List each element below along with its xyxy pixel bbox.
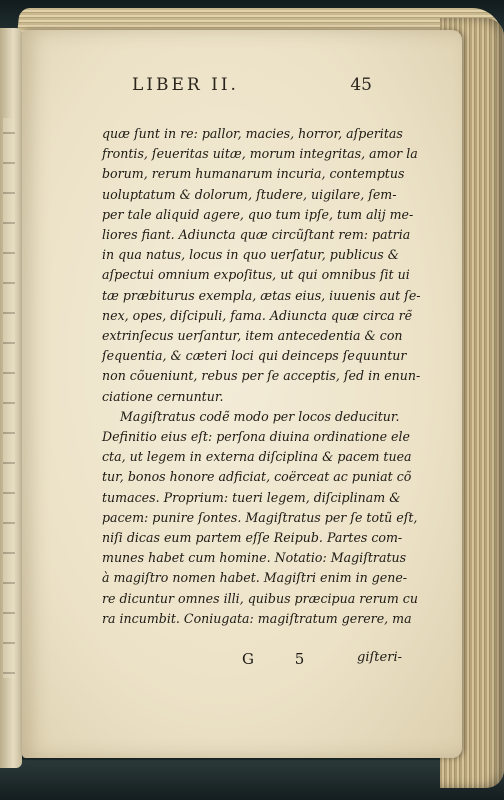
signature-mark: G 5 xyxy=(242,650,323,668)
page-number: 45 xyxy=(350,75,372,95)
text-line: cta, ut legem in externa diſciplina & pacem tuea xyxy=(102,449,412,465)
catchword: giſteri- xyxy=(357,650,402,665)
text-line: quæ ſunt in re: pallor, macies, horror, aſperitas xyxy=(102,126,403,141)
text-line: munes habet cum homine. Notatio: Magiſtratus xyxy=(102,550,407,566)
page-footer xyxy=(242,650,402,672)
text-line: frontis, ſeueritas uitæ, morum integritas, amor la xyxy=(102,146,418,162)
text-line: Magiſtratus codẽ modo per locos deducitur. xyxy=(120,408,400,424)
text-line: ra incumbit. Coniugata: magiſtratum gerere, ma xyxy=(102,610,412,626)
text-line: tur, bonos honore adficiat, coërceat ac puniat cõ xyxy=(102,469,412,485)
text-line: uoluptatum & dolorum, ſtudere, uigilare, ſem- xyxy=(102,186,397,202)
text-line: per tale aliquid agere, quo tum ipſe, tum alij me- xyxy=(102,206,414,222)
text-line: à magiſtro nomen habet. Magiſtri enim in gene- xyxy=(102,570,408,586)
text-line: ſequentia, & cæteri loci qui deinceps ſequuntur xyxy=(102,348,407,364)
text-line: tæ præbiturus exempla, ætas eius, iuuenis aut ſe- xyxy=(102,287,421,303)
facing-page-edge xyxy=(0,28,22,768)
text-line: liores fiant. Adiuncta quæ circũſtant rem: patria xyxy=(102,227,411,243)
page-header xyxy=(132,75,372,101)
text-line: niſi dicas eum partem eſſe Reipub. Partes com- xyxy=(102,530,403,546)
text-line: Definitio eius eſt: perſona diuina ordinatione ele xyxy=(102,429,410,445)
running-head: LIBER II. xyxy=(132,75,239,95)
text-line: re dicuntur omnes illi, quibus præcipua rerum cu xyxy=(102,590,418,606)
text-line: nex, opes, diſcipuli, fama. Adiuncta quæ circa rẽ xyxy=(102,307,413,323)
text-line: extrinſecus uerſantur, item antecedentia & con xyxy=(102,328,403,344)
text-line: non cõueniunt, rebus per ſe acceptis, ſed in enun- xyxy=(102,368,421,384)
text-line: ciatione cernuntur. xyxy=(102,388,224,404)
text-line: pacem: punire ſontes. Magiſtratus per ſe totũ eſt, xyxy=(102,509,418,525)
text-block xyxy=(102,124,452,629)
text-line: aſpectui omnium expoſitus, ut qui omnibus ſit ui xyxy=(102,267,410,283)
facing-page-text-bleed xyxy=(3,118,15,678)
text-line: borum, rerum humanarum incuria, contemptus xyxy=(102,166,405,182)
book-page xyxy=(22,30,462,758)
text-line: tumaces. Proprium: tueri legem, diſciplinam & xyxy=(102,489,401,505)
background-bottom xyxy=(0,760,504,800)
text-line: in qua natus, locus in quo uerſatur, publicus & xyxy=(102,247,399,263)
